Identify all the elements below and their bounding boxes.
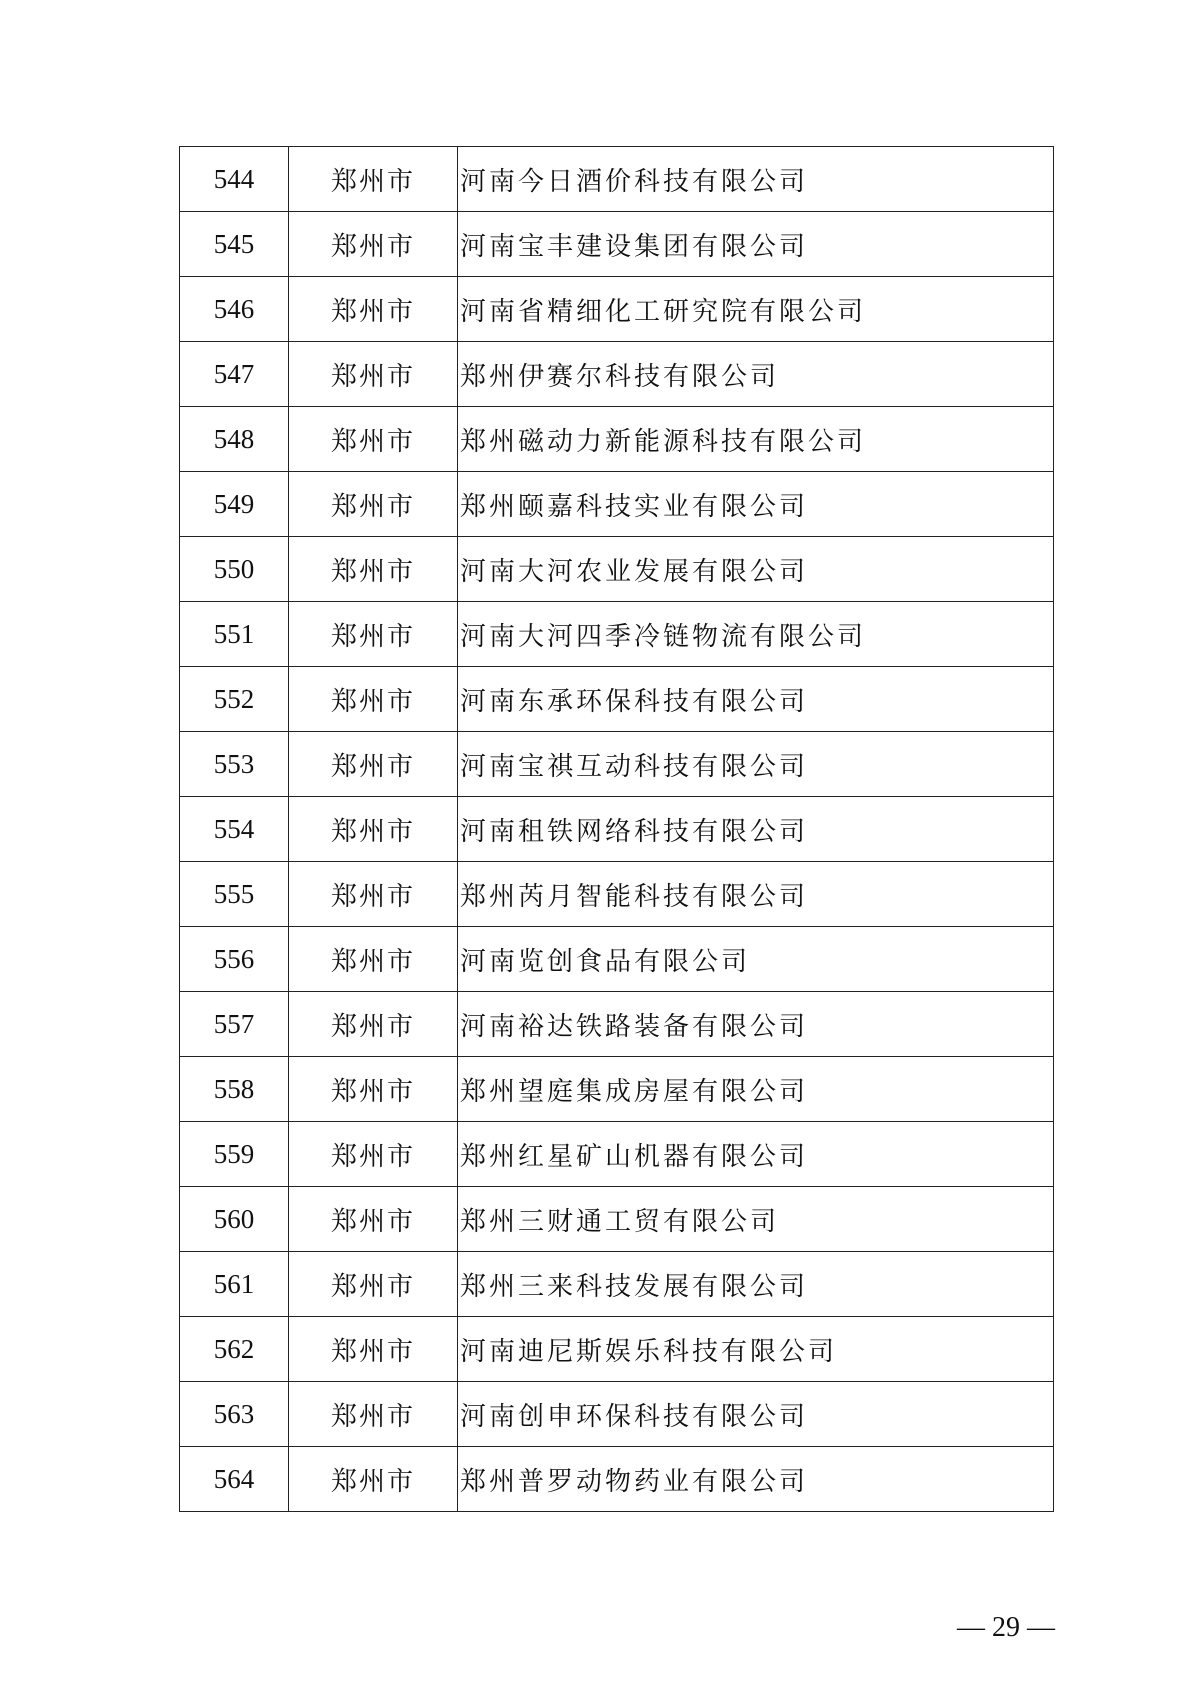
table-row bbox=[180, 1382, 1054, 1447]
company-name-cell: 河南大河农业发展有限公司 bbox=[458, 537, 1054, 602]
city-cell: 郑州市 bbox=[289, 1122, 458, 1187]
company-name-cell: 河南东承环保科技有限公司 bbox=[458, 667, 1054, 732]
company-name-cell: 河南宝祺互动科技有限公司 bbox=[458, 732, 1054, 797]
row-number-cell: 551 bbox=[180, 602, 289, 667]
table-row bbox=[180, 862, 1054, 927]
table-row bbox=[180, 1252, 1054, 1317]
page-number: — 29 — bbox=[957, 1612, 1055, 1643]
city-cell: 郑州市 bbox=[289, 472, 458, 537]
table-body bbox=[180, 147, 1054, 1512]
city-cell: 郑州市 bbox=[289, 667, 458, 732]
row-number-cell: 547 bbox=[180, 342, 289, 407]
row-number-cell: 546 bbox=[180, 277, 289, 342]
table-row bbox=[180, 797, 1054, 862]
company-name-cell: 郑州望庭集成房屋有限公司 bbox=[458, 1057, 1054, 1122]
table-row bbox=[180, 1317, 1054, 1382]
table-row bbox=[180, 277, 1054, 342]
company-name-cell: 河南览创食品有限公司 bbox=[458, 927, 1054, 992]
table-row bbox=[180, 537, 1054, 602]
company-name-cell: 郑州三财通工贸有限公司 bbox=[458, 1187, 1054, 1252]
row-number-cell: 564 bbox=[180, 1447, 289, 1512]
row-number-cell: 560 bbox=[180, 1187, 289, 1252]
table-row bbox=[180, 1187, 1054, 1252]
row-number-cell: 558 bbox=[180, 1057, 289, 1122]
table-row bbox=[180, 1122, 1054, 1187]
city-cell: 郑州市 bbox=[289, 732, 458, 797]
row-number-cell: 563 bbox=[180, 1382, 289, 1447]
table-row bbox=[180, 992, 1054, 1057]
company-name-cell: 郑州三来科技发展有限公司 bbox=[458, 1252, 1054, 1317]
company-name-cell: 郑州普罗动物药业有限公司 bbox=[458, 1447, 1054, 1512]
city-cell: 郑州市 bbox=[289, 927, 458, 992]
table-row bbox=[180, 927, 1054, 992]
company-list-table bbox=[179, 146, 1054, 1512]
table-row bbox=[180, 732, 1054, 797]
row-number-cell: 550 bbox=[180, 537, 289, 602]
company-name-cell: 郑州芮月智能科技有限公司 bbox=[458, 862, 1054, 927]
city-cell: 郑州市 bbox=[289, 797, 458, 862]
city-cell: 郑州市 bbox=[289, 1317, 458, 1382]
city-cell: 郑州市 bbox=[289, 212, 458, 277]
city-cell: 郑州市 bbox=[289, 602, 458, 667]
row-number-cell: 552 bbox=[180, 667, 289, 732]
company-name-cell: 河南宝丰建设集团有限公司 bbox=[458, 212, 1054, 277]
city-cell: 郑州市 bbox=[289, 1252, 458, 1317]
company-name-cell: 河南租铁网络科技有限公司 bbox=[458, 797, 1054, 862]
city-cell: 郑州市 bbox=[289, 342, 458, 407]
city-cell: 郑州市 bbox=[289, 537, 458, 602]
company-name-cell: 郑州红星矿山机器有限公司 bbox=[458, 1122, 1054, 1187]
city-cell: 郑州市 bbox=[289, 1057, 458, 1122]
city-cell: 郑州市 bbox=[289, 862, 458, 927]
city-cell: 郑州市 bbox=[289, 992, 458, 1057]
company-name-cell: 郑州颐嘉科技实业有限公司 bbox=[458, 472, 1054, 537]
city-cell: 郑州市 bbox=[289, 147, 458, 212]
company-name-cell: 河南创申环保科技有限公司 bbox=[458, 1382, 1054, 1447]
city-cell: 郑州市 bbox=[289, 1382, 458, 1447]
row-number-cell: 549 bbox=[180, 472, 289, 537]
city-cell: 郑州市 bbox=[289, 1447, 458, 1512]
company-name-cell: 郑州磁动力新能源科技有限公司 bbox=[458, 407, 1054, 472]
city-cell: 郑州市 bbox=[289, 277, 458, 342]
row-number-cell: 556 bbox=[180, 927, 289, 992]
row-number-cell: 555 bbox=[180, 862, 289, 927]
row-number-cell: 561 bbox=[180, 1252, 289, 1317]
city-cell: 郑州市 bbox=[289, 407, 458, 472]
row-number-cell: 559 bbox=[180, 1122, 289, 1187]
row-number-cell: 545 bbox=[180, 212, 289, 277]
row-number-cell: 548 bbox=[180, 407, 289, 472]
table-row bbox=[180, 147, 1054, 212]
row-number-cell: 553 bbox=[180, 732, 289, 797]
company-name-cell: 河南今日酒价科技有限公司 bbox=[458, 147, 1054, 212]
row-number-cell: 544 bbox=[180, 147, 289, 212]
company-name-cell: 河南迪尼斯娱乐科技有限公司 bbox=[458, 1317, 1054, 1382]
row-number-cell: 554 bbox=[180, 797, 289, 862]
table-row bbox=[180, 667, 1054, 732]
company-name-cell: 河南省精细化工研究院有限公司 bbox=[458, 277, 1054, 342]
company-name-cell: 河南大河四季冷链物流有限公司 bbox=[458, 602, 1054, 667]
table-row bbox=[180, 472, 1054, 537]
table-row bbox=[180, 407, 1054, 472]
company-name-cell: 河南裕达铁路装备有限公司 bbox=[458, 992, 1054, 1057]
table-row bbox=[180, 602, 1054, 667]
city-cell: 郑州市 bbox=[289, 1187, 458, 1252]
table-row bbox=[180, 1057, 1054, 1122]
table-row bbox=[180, 342, 1054, 407]
row-number-cell: 562 bbox=[180, 1317, 289, 1382]
table-row bbox=[180, 212, 1054, 277]
company-name-cell: 郑州伊赛尔科技有限公司 bbox=[458, 342, 1054, 407]
row-number-cell: 557 bbox=[180, 992, 289, 1057]
table-row bbox=[180, 1447, 1054, 1512]
